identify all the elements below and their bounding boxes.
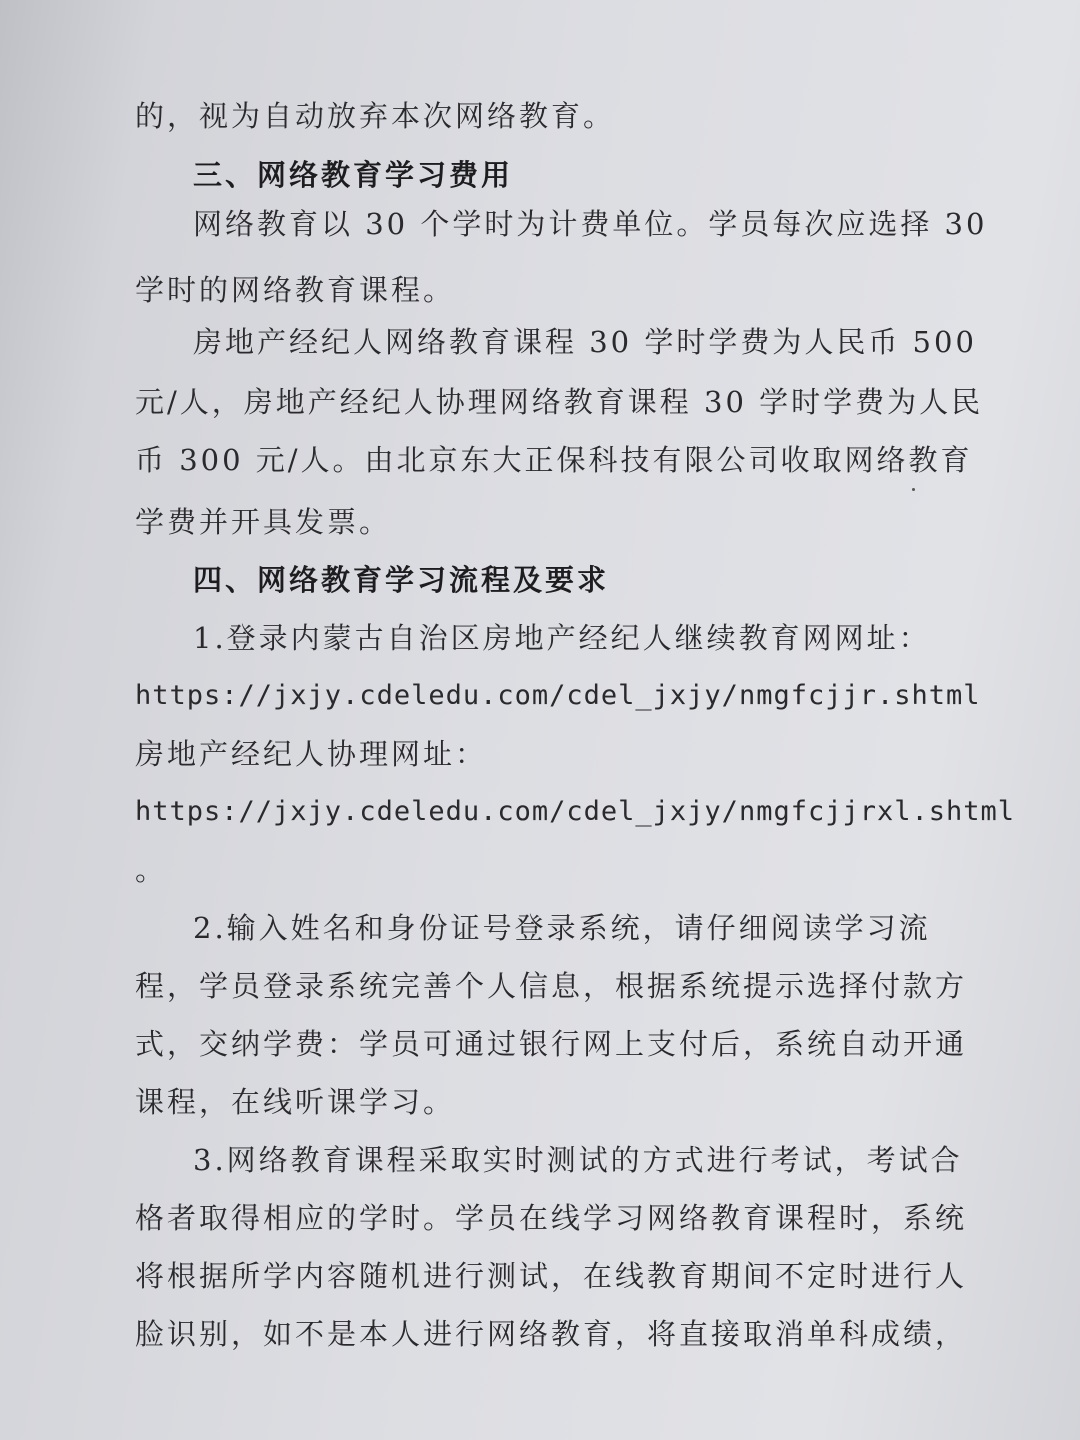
paper-speck <box>912 488 915 491</box>
text-line: 式，交纳学费：学员可通过银行网上支付后，系统自动开通 <box>135 1027 968 1061</box>
section-heading-process: 四、网络教育学习流程及要求 <box>193 563 610 597</box>
text-line: 2.输入姓名和身份证号登录系统，请仔细阅读学习流 <box>193 911 931 945</box>
text-line: 学费并开具发票。 <box>135 505 392 539</box>
text-line: 1.登录内蒙古自治区房地产经纪人继续教育网网址： <box>193 621 931 655</box>
text-line: 房地产经纪人协理网址： <box>135 737 488 771</box>
text-line: 程，学员登录系统完善个人信息，根据系统提示选择付款方 <box>135 969 968 1003</box>
text-line: 课程，在线听课学习。 <box>135 1085 456 1119</box>
text-line: 将根据所学内容随机进行测试，在线教育期间不定时进行人 <box>135 1259 968 1293</box>
text-line: 网络教育以 30 个学时为计费单位。学员每次应选择 30 <box>193 207 988 241</box>
text-line: 元/人，房地产经纪人协理网络教育课程 30 学时学费为人民 <box>135 385 984 419</box>
section-heading-fees: 三、网络教育学习费用 <box>193 158 514 192</box>
text-line: 的，视为自动放弃本次网络教育。 <box>135 99 616 133</box>
text-line: 格者取得相应的学时。学员在线学习网络教育课程时，系统 <box>135 1201 968 1235</box>
text-line: 房地产经纪人网络教育课程 30 学时学费为人民币 500 <box>193 325 977 359</box>
url-agent[interactable]: https://jxjy.cdeledu.com/cdel_jxjy/nmgfcjjr.shtml <box>135 680 981 711</box>
text-line: 3.网络教育课程采取实时测试的方式进行考试，考试合 <box>193 1143 963 1177</box>
text-line: 学时的网络教育课程。 <box>135 273 456 307</box>
text-line: 。 <box>135 853 168 887</box>
url-assistant[interactable]: https://jxjy.cdeledu.com/cdel_jxjy/nmgfcjjrxl.shtml <box>135 796 1016 827</box>
text-line: 脸识别，如不是本人进行网络教育，将直接取消单科成绩， <box>135 1317 968 1351</box>
text-line: 币 300 元/人。由北京东大正保科技有限公司收取网络教育 <box>135 443 973 477</box>
